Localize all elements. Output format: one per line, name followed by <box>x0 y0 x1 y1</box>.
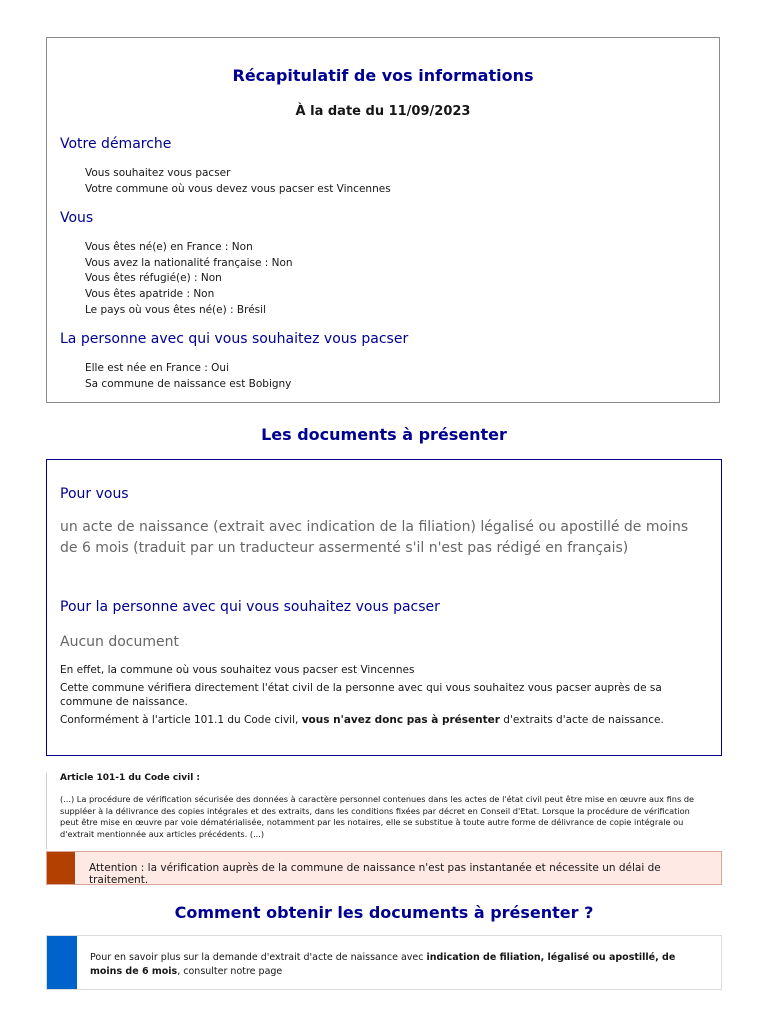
info-bold: indication de filiation, légalisé ou apostillé, de moins de 6 mois <box>90 952 676 977</box>
partner-heading: Pour la personne avec qui vous souhaitez vous pacser <box>60 599 440 615</box>
for-you-heading: Pour vous <box>60 486 129 502</box>
documents-box <box>46 459 722 756</box>
note-article-bold: vous n'avez donc pas à présenter <box>301 714 500 726</box>
line: Vous êtes réfugié(e) : Non <box>85 272 222 285</box>
note-article-pre: Conformément à l'article 101.1 du Code civil, <box>60 714 302 726</box>
section-title-partner: La personne avec qui vous souhaitez vous pacser <box>60 331 409 347</box>
article-title: Article 101-1 du Code civil : <box>60 773 201 783</box>
note-article-post: d'extraits d'acte de naissance. <box>499 714 664 726</box>
warning-text: Attention : la vérification auprès de la commune de naissance n'est pas instantanée et nécessite un délai de traitement. <box>89 862 661 886</box>
section-title-demarche: Votre démarche <box>60 136 172 152</box>
summary-title: Récapitulatif de vos informations <box>232 66 534 85</box>
article-text: (...) La procédure de vérification sécurisée des données à caractère personnel contenues dans les actes de l'état civil peut être mise en œuvre aux fins de suppléer à la délivrance des copies intégrales et des extraits, dans les conditions fixées par décret en Conseil d'Etat. Lorsque la procédure de vérification peut être mise en œuvre par voie dématérialisée, notamment par les notaires, elle se substitue à toute autre forme de délivrance de copie intégrale ou d'extrait mentionnée aux articles précédents. (...) <box>60 794 695 839</box>
documents-title: Les documents à présenter <box>261 425 507 444</box>
howto-title: Comment obtenir les documents à présenter ? <box>174 903 594 922</box>
line: Vous souhaitez vous pacser <box>85 167 231 179</box>
info-text <box>90 951 710 979</box>
line: Vous avez la nationalité française : Non <box>85 256 293 269</box>
summary-date: À la date du 11/09/2023 <box>295 104 471 119</box>
section-lines-vous <box>85 240 293 319</box>
warning-icon <box>47 852 75 884</box>
note-article <box>60 713 710 727</box>
partner-text: Aucun document <box>60 634 179 650</box>
info-pre: Pour en savoir plus sur la demande d'extrait d'acte de naissance avec <box>90 952 427 963</box>
line: Elle est née en France : Oui <box>85 362 229 374</box>
line: Votre commune où vous devez vous pacser est Vincennes <box>85 182 391 195</box>
summary-box <box>46 37 720 403</box>
line: Vous êtes né(e) en France : Non <box>85 241 253 253</box>
article-quote <box>46 773 722 849</box>
section-lines-demarche <box>85 166 391 197</box>
line: Le pays où vous êtes né(e) : Brésil <box>85 303 266 316</box>
note-verification: Cette commune vérifiera directement l'état civil de la personne avec qui vous souhaitez vous pacser auprès de sa commune de naissance. <box>60 682 662 708</box>
section-title-vous: Vous <box>60 210 94 226</box>
line: Sa commune de naissance est Bobigny <box>85 377 292 390</box>
warning-callout <box>46 851 722 885</box>
info-post[interactable]: , consulter notre page <box>177 966 283 977</box>
line: Vous êtes apatride : Non <box>85 288 215 301</box>
for-you-text: un acte de naissance (extrait avec indication de la filiation) légalisé ou apostillé de moins de 6 mois (traduit par un traducteur assermenté s'il n'est pas rédigé en français) <box>60 519 689 556</box>
note-commune: En effet, la commune où vous souhaitez vous pacser est Vincennes <box>60 664 415 676</box>
section-lines-partner <box>85 361 291 392</box>
info-callout <box>46 935 722 990</box>
info-icon <box>47 936 77 989</box>
